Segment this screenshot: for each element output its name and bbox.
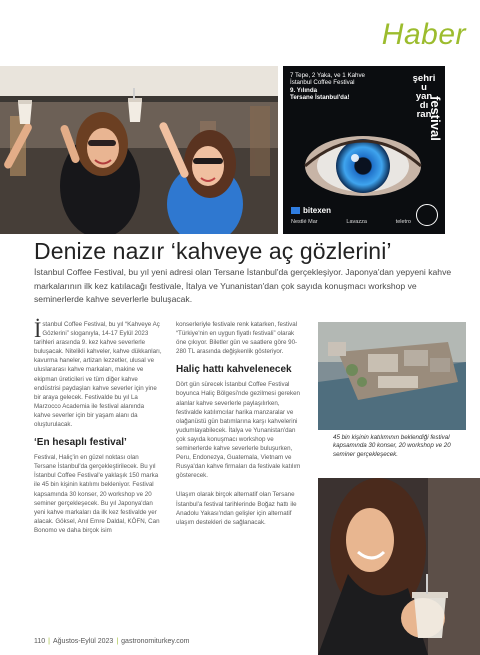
poster-logo-word: ran [416, 109, 432, 120]
website: gastronomiturkey.com [121, 638, 190, 645]
article-column-1 [34, 317, 162, 535]
page-footer: 110 | Ağustos-Eylül 2023 | gastronomiturkey.com [34, 638, 190, 645]
poster-line: 7 Tepe, 2 Yaka, ve 1 Kahve [290, 72, 365, 79]
section-title: Haber [381, 18, 466, 51]
sponsor-logo: Lavazza [346, 219, 367, 225]
poster-line: İstanbul Coffee Festival [290, 79, 355, 87]
hero-photo [0, 66, 278, 234]
portrait-photo [318, 478, 480, 655]
festival-crowd-image [0, 66, 278, 234]
poster-text [290, 72, 386, 102]
festival-badge-icon [416, 204, 438, 226]
article-column-2 [176, 320, 306, 527]
poster-line: Tersane İstanbul'da! [290, 94, 350, 102]
poster-festival-word: festival [428, 96, 443, 141]
aerial-venue-photo [318, 322, 466, 430]
festival-poster [283, 66, 445, 234]
subheading: ‘En hesaplı festival’ [34, 437, 127, 449]
sponsor-logo: teletro [395, 219, 411, 225]
page-number: 110 [34, 638, 46, 645]
issue-date: Ağustos-Eylül 2023 [53, 638, 114, 645]
shipyard-aerial-image [318, 322, 466, 430]
drop-cap: İ [34, 317, 42, 342]
paragraph: Dört gün sürecek İstanbul Coffee Festival boyunca Haliç Bölgesi'nde gezilmesi gereken alanlar kahve severlerle paylaşılırken, festivalde katılımcılar harika manzaralar ve olağanüstü gün batımlarına karşı kahvelerini yudumlayabilecek. İtalya ve Yunanistan'dan çok sayıda konuşmacı workshop ve seminerlerde kahve severlerle buluşurken, Peru, Endonezya, Guatemala, Vietnam ve Rusya'dan kahve firmaları da festivale katılım gösterecek. [176, 381, 301, 480]
photo-caption: 45 bin kişinin katılımının beklendiği festival kapsamında 30 konser, 20 workshop ve 20 seminer gerçekleşecek. [333, 434, 451, 458]
article-headline: Denize nazır ‘kahveye aç gözlerini’ [34, 238, 392, 264]
sponsor-logo: Nestlé Mar [291, 219, 318, 225]
paragraph: konserleriyle festivale renk katarken, festival “Türkiye'nin en uygun fiyatlı festivali” olarak öne çıkıyor. Biletler gün ve saatlere göre 90-280 TL arasında değişkenlik gösteriyor. [176, 321, 298, 356]
poster-logo-word: şehri [412, 73, 436, 84]
article-lead: İstanbul Coffee Festival, bu yıl yeni adresi olan Tersane İstanbul'da gerçekleşiyor. Japonya'dan yepyeni kahve markalarının ilk kez katılacağı festivale, İtalya ve Yunanistan'dan çok sayıda konuşmacı workshop ve seminerlerde kahve severlerle buluşacak. [34, 267, 452, 305]
poster-logo-word: u [421, 82, 427, 93]
poster-logo-word: yan [415, 91, 433, 102]
poster-logo-word: dı [419, 100, 429, 111]
paragraph: Ulaşım olarak birçok alternatif olan Tersane İstanbul'a festival tarihlerinde Boğaz hattı ile Anadolu Yakası'ndan gelişler için alternatif ulaşım destekleri de sağlanacak. [176, 491, 297, 526]
paragraph: İstanbul Coffee Festival, bu yıl “Kahveye Aç Gözlerini” sloganıyla, 14-17 Eylül 2023 tarihleri arasında 9. kez kahve severlerle buluşacak. Nitelikli kahveler, kahve dükkanları, kavurma haneler, artizan lezzetler, ulusal ve uluslararası kahve markaları, makine ve ekipman üreticileri ve tüm diğer kahve endüstrisi paydaşları kahve severler için yine bir araya gelecek. Festivalde bu yıl La Marzocco Academia ile festival alanında kahve severler için bir yaşam alanı da oluşturulacak. [34, 317, 162, 429]
sponsor-row [291, 219, 411, 225]
subheading: Haliç hattı kahvelenecek [176, 364, 292, 376]
sponsor-bitexen: bitexen [291, 206, 331, 215]
paragraph: Festival, Haliç'in en güzel noktası olan Tersane İstanbul'da gerçekleştirilecek. Bu yıl İstanbul Coffee Festival'e yaklaşık 150 marka ile 45 bin kişinin katılımı bekleniyor. Festival kapsamında 30 konser, 20 workshop ve 20 seminer gerçekleşecek. Bu yıl Japonya'dan yeni kahve markaları da ilk kez festivalde yer alacak. Göksel, Anıl Emre Daldal, KÖFN, Can Bonomo ve daha birçok isim [34, 454, 160, 534]
woman-with-coffee-image [318, 478, 480, 655]
poster-line: 9. Yılında [290, 86, 318, 94]
bitexen-icon [291, 207, 300, 214]
